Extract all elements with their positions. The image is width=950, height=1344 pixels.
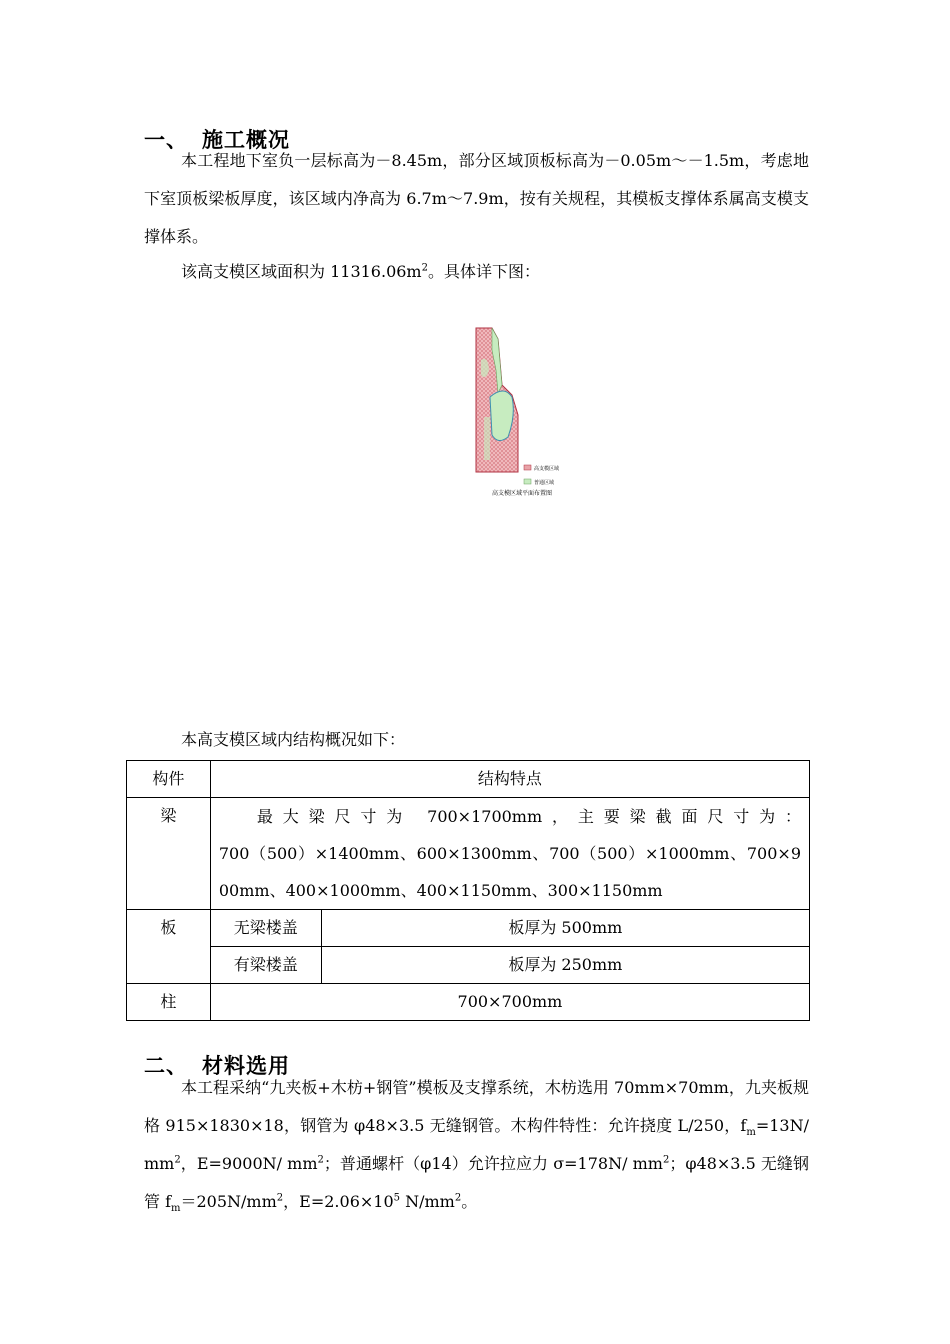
section1-paragraph2: 该高支模区域面积为 $11316.06m^2$。具体详下图： — [181, 262, 540, 281]
site-plan-figure — [468, 325, 560, 500]
header-feature: 结构特点 — [210, 761, 809, 798]
section2-number: 二、 — [144, 1054, 188, 1078]
beam-feature: 最大梁尺寸为 700×1700mm，主要梁截面尺寸为： 700（500）×1400mm、600×1300mm、700（500）×1000mm、700×900mm、400×1000mm、400×1150mm、300×1150mm — [210, 798, 809, 910]
table-header-row — [127, 761, 810, 798]
section1-number: 一、 — [144, 128, 188, 152]
section1-title: 施工概况 — [202, 128, 290, 152]
legend-label-normal: 普通区域 — [534, 480, 555, 486]
site-plan-drawing — [468, 325, 560, 500]
table-intro: 本高支模区域内结构概况如下： — [181, 730, 406, 749]
section1-paragraph1: 本工程地下室负一层标高为－8.45m，部分区域顶板标高为－0.05m～－1.5m，考虑地下室顶板梁板厚度，该区域内净高为 6.7m～7.9m，按有关规程，其模板支撑体系属高支模支撑体系。 — [144, 151, 809, 246]
table-row-slab — [127, 910, 810, 947]
legend-label-high: 高支模区域 — [534, 466, 560, 472]
column-label: 柱 — [127, 984, 211, 1021]
table-row-column — [127, 984, 810, 1021]
figure-caption: 高支模区域平面布置图 — [492, 490, 553, 497]
legend-swatch-high — [524, 465, 531, 470]
beam-label: 梁 — [127, 798, 211, 910]
table-row-slab-2 — [127, 947, 810, 984]
slab-value-1: 板厚为 500mm — [321, 910, 809, 947]
header-component: 构件 — [127, 761, 211, 798]
legend-swatch-normal — [524, 479, 531, 484]
column-value: 700×700mm — [210, 984, 809, 1021]
slab-type-1: 无梁楼盖 — [210, 910, 321, 947]
slab-label: 板 — [127, 910, 211, 984]
slab-type-2: 有梁楼盖 — [210, 947, 321, 984]
section2-paragraph: 本工程采纳“九夹板+木枋+钢管”模板及支撑系统，木枋选用 70mm×70mm，九夹板规格 915×1830×18，钢管为 φ48×3.5 无缝钢管。木构件特性：允许挠度 L/250，$f_m=13N/mm^2$，E=9000N/ $mm^2$；普通螺杆（φ14）允许拉应力 σ=178N/ $mm^2$；φ48×3.5 无缝钢管 $f_m=205N/mm^2$，$E=2.06\times 10^5$ $N/mm^2$。 — [144, 1078, 809, 1215]
slab-value-2: 板厚为 250mm — [321, 947, 809, 984]
table-row-beam — [127, 798, 810, 910]
structure-table — [126, 760, 810, 1021]
section2-title: 材料选用 — [202, 1054, 290, 1078]
